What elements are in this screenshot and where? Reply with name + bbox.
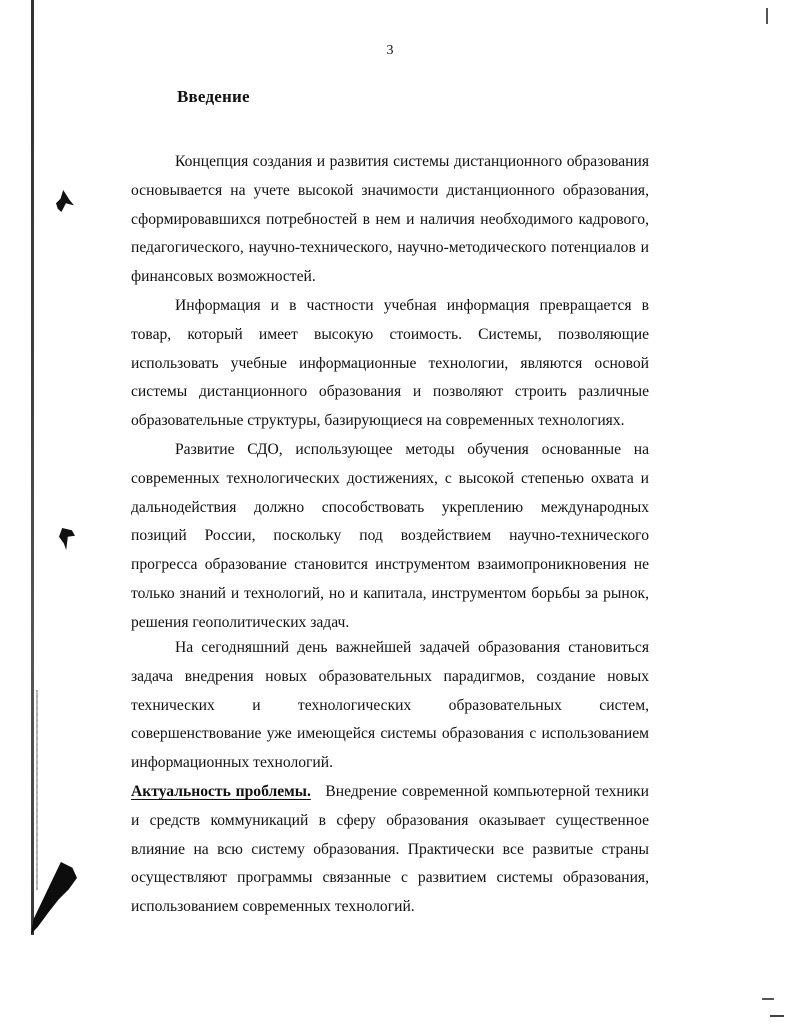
paragraph-information [131,292,649,436]
scan-tick-top-right [766,8,768,24]
paragraph-concept [131,148,649,292]
scan-blot-middle [59,528,75,550]
scan-tick-corner [770,1015,784,1017]
paragraph-text: На сегодняшний день важнейшей задачей образования становиться задача внедрения новых образовательных парадигмов, создание новых технических и технологических образовательных систем, совершенствование уже имеющейся системы образования с использованием информационных технологий. [131,639,649,772]
paragraph-current-task [131,634,649,778]
paragraph-relevance [131,778,649,922]
paragraph-text: Развитие СДО, использующее методы обучения основанные на современных технологических достижениях, с высокой степенью охвата и дальнодействия должно способствовать укреплению международных позиций России, поскольку под воздействием научно-технического прогресса образование становится инструментом взаимопроникновения не только знаний и технологий, но и капитала, инструментом борьбы за рынок, решения геополитических задач. [131,441,649,631]
paragraph-text: Концепция создания и развития системы дистанционного образования основывается на учете высокой значимости дистанционного образования, сформировавшихся потребностей в нем и наличия необходимого кадрового, педагогического, научно-технического, научно-методического потенциалов и финансовых возможностей. [131,153,649,286]
scan-edge-artifact [31,0,34,935]
scan-edge-noise [36,690,38,890]
scan-blot-top [56,190,74,212]
scan-tick-bottom-right [762,998,774,1000]
relevance-text: Внедрение современной компьютерной техники и средств коммуникаций в сферу образования оказывает существенное влияние на всю систему образования. Практически все развитые страны осуществляют программы связанные с развитием системы образования, использованием современных технологий. [131,783,649,916]
paragraph-text: Информация и в частности учебная информация превращается в товар, который имеет высокую стоимость. Системы, позволяющие использовать учебные информационные технологии, являются основой системы дистанционного образования и позволяют строить различные образовательные структуры, базирующиеся на современных технологиях. [131,297,649,430]
relevance-label: Актуальность проблемы. [131,783,311,800]
paragraph-sdo-development [131,436,649,638]
page-number: 3 [386,43,394,58]
section-heading: Введение [177,87,250,106]
